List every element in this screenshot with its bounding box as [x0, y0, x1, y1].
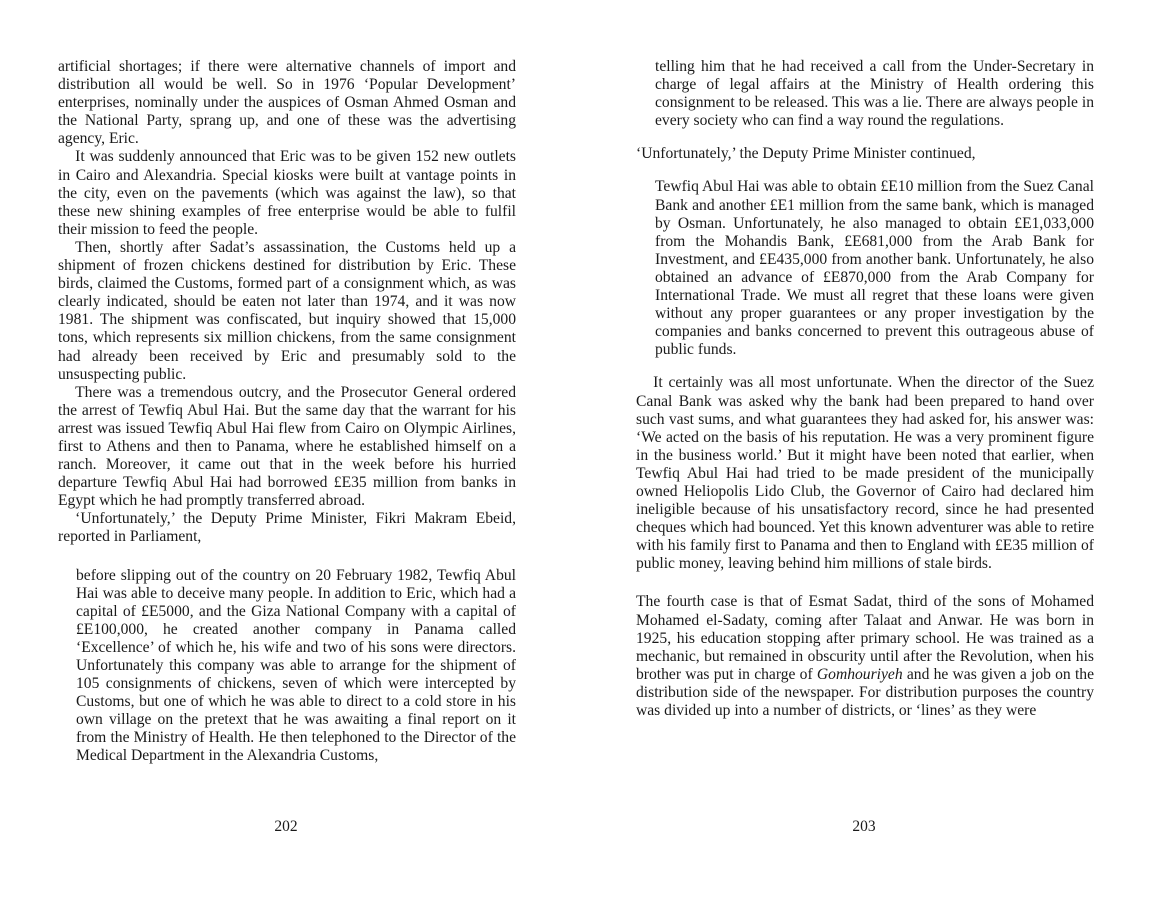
left-paragraph-2: It was suddenly announced that Eric was to be given 152 new outlets in Cairo and Alexandria. Special kiosks were built at vantage points in the city, even on the pavements (which was against the law), so that these new shining examples of free enterprise would be able to fulfil their mission to feed the people.	[58, 148, 516, 238]
right-paragraph-1: It certainly was all most unfortunate. When the director of the Suez Canal Bank was asked why the bank had been prepared to hand over such vast sums, and what guarantees they had asked for, his answer was: ‘We acted on the basis of his reputation. He was a very prominent figure in the business world.’ But it might have been noted that earlier, when Tewfiq Abul Hai had tried to be made president of the municipally owned Heliopolis Lido Club, the Governor of Cairo had declared him ineligible because of his unsatisfactory record, since he had presented cheques which had bounced. Yet this known adventurer was able to retire with his family first to Panama and then to England with £E35 million of public money, leaving behind him millions of stale birds.	[636, 374, 1094, 573]
right-interjection: ‘Unfortunately,’ the Deputy Prime Minister continued,	[636, 145, 976, 163]
left-paragraph-4: There was a tremendous outcry, and the Prosecutor General ordered the arrest of Tewfiq Abul Hai. But the same day that the warrant for his arrest was issued Tewfiq Abul Hai flew from Cairo on Olympic Airlines, first to Athens and then to Panama, where he established himself on a ranch. Moreover, it came out that in the week before his hurried departure Tewfiq Abul Hai had borrowed £E35 million from banks in Egypt which he had promptly transferred abroad.	[58, 383, 516, 510]
right-paragraph-2-text-b: and he was given a job on the distribution side of the newspaper. For distribution purposes the country was divided up into a number of districts, or ‘lines’ as they were	[636, 665, 1094, 719]
right-page-number: 203	[852, 818, 876, 835]
newspaper-title-italic: Gomhouriyeh	[816, 665, 903, 683]
right-block-quote: Tewfiq Abul Hai was able to obtain £E10 million from the Suez Canal Bank and another £E1 million from the same bank, which is managed by Osman. Unfortunately, he also managed to obtain £E1,033,000 from the Mohandis Bank, £E681,000 from the Arab Bank for Investment, and £E435,000 from another bank. Unfortunately, he also obtained an advance of £E870,000 from the Arab Company for International Trade. We must all regret that these loans were given without any proper guarantees or any proper investigation by the companies and banks concerned to prevent this outrageous abuse of public funds.	[655, 178, 1094, 359]
left-paragraph-1: artificial shortages; if there were alternative channels of import and distribution all would be well. So in 1976 ‘Popular Development’ enterprises, nominally under the auspices of Osman Ahmed Osman and the National Party, sprang up, and one of these was the advertising agency, Eric.	[58, 58, 516, 148]
left-page-number: 202	[274, 818, 298, 835]
right-paragraph-2-text-a: The fourth case is that of Esmat Sadat, third of the sons of Mohamed Mohamed el-Sadaty, coming after Talaat and Anwar. He was born in 1925, his education stopping after primary school. He was trained as a mechanic, but remained in obscurity until after the Revolution, when his brother was put in charge of	[636, 593, 1094, 683]
right-paragraph-2	[636, 593, 1094, 720]
left-paragraph-3: Then, shortly after Sadat’s assassination, the Customs held up a shipment of frozen chickens destined for distribution by Eric. These birds, claimed the Customs, formed part of a consignment which, as was clearly indicated, should be eaten not later than 1974, and it was now 1981. The shipment was confiscated, but inquiry showed that 15,000 tons, which represents six million chickens, from the same consignment had already been received by Eric and presumably sold to the unsuspecting public.	[58, 238, 516, 383]
right-page	[636, 58, 1094, 720]
right-quote-continued: telling him that he had received a call from the Under-Secretary in charge of legal affairs at the Ministry of Health ordering this consignment to be released. This was a lie. There are always people in every society who can find a way round the regulations.	[655, 58, 1094, 130]
left-block-quote: before slipping out of the country on 20 February 1982, Tewfiq Abul Hai was able to deceive many people. In addition to Eric, which had a capital of £E5000, and the Giza National Company with a capital of £E100,000, he created another company in Panama called ‘Excellence’ of which he, his wife and two of his sons were directors. Unfortunately this company was able to arrange for the shipment of 105 consignments of chickens, seven of which were intercepted by Customs, but one of which he was able to direct to a cold store in his own village on the pretext that he was awaiting a final report on it from the Ministry of Health. He then telephoned to the Director of the Medical Department in the Alexandria Customs,	[76, 566, 516, 765]
left-page	[58, 58, 516, 766]
left-paragraph-5: ‘Unfortunately,’ the Deputy Prime Minister, Fikri Makram Ebeid, reported in Parliament,	[58, 510, 516, 546]
